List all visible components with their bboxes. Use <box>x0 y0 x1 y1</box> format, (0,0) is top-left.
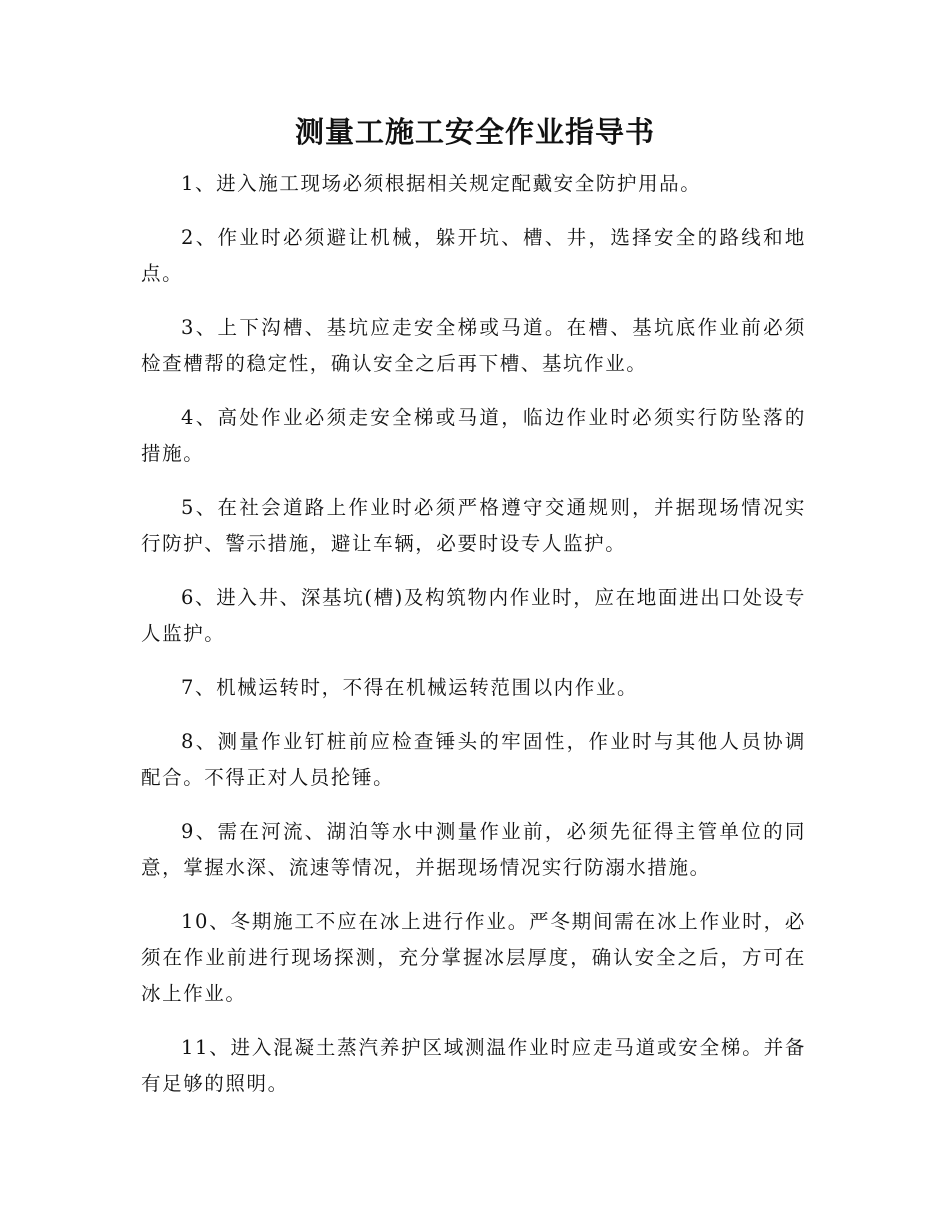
paragraph-4: 4、高处作业必须走安全梯或马道，临边作业时必须实行防坠落的措施。 <box>141 406 806 465</box>
paragraph-8: 8、测量作业钉桩前应检查锤头的牢固性，作业时与其他人员协调配合。不得正对人员抡锤。 <box>141 730 806 789</box>
document-body <box>141 166 806 1120</box>
paragraph-1: 1、进入施工现场必须根据相关规定配戴安全防护用品。 <box>180 172 702 195</box>
paragraph-11: 11、进入混凝土蒸汽养护区域测温作业时应走马道或安全梯。并备有足够的照明。 <box>141 1036 806 1095</box>
paragraph-3: 3、上下沟槽、基坑应走安全梯或马道。在槽、基坑底作业前必须检查槽帮的稳定性，确认安全之后再下槽、基坑作业。 <box>141 316 806 375</box>
paragraph-10: 10、冬期施工不应在冰上进行作业。严冬期间需在冰上作业时，必须在作业前进行现场探测，充分掌握冰层厚度，确认安全之后，方可在冰上作业。 <box>141 910 806 1005</box>
paragraph-5: 5、在社会道路上作业时必须严格遵守交通规则，并据现场情况实行防护、警示措施，避让车辆，必要时设专人监护。 <box>141 496 806 555</box>
document-title: 测量工施工安全作业指导书 <box>294 115 655 149</box>
paragraph-9: 9、需在河流、湖泊等水中测量作业前，必须先征得主管单位的同意，掌握水深、流速等情况，并据现场情况实行防溺水措施。 <box>141 820 806 879</box>
paragraph-7: 7、机械运转时，不得在机械运转范围以内作业。 <box>180 676 639 699</box>
paragraph-6: 6、进入井、深基坑(槽)及构筑物内作业时，应在地面进出口处设专人监护。 <box>141 586 806 645</box>
paragraph-2: 2、作业时必须避让机械，躲开坑、槽、井，选择安全的路线和地点。 <box>141 226 806 285</box>
